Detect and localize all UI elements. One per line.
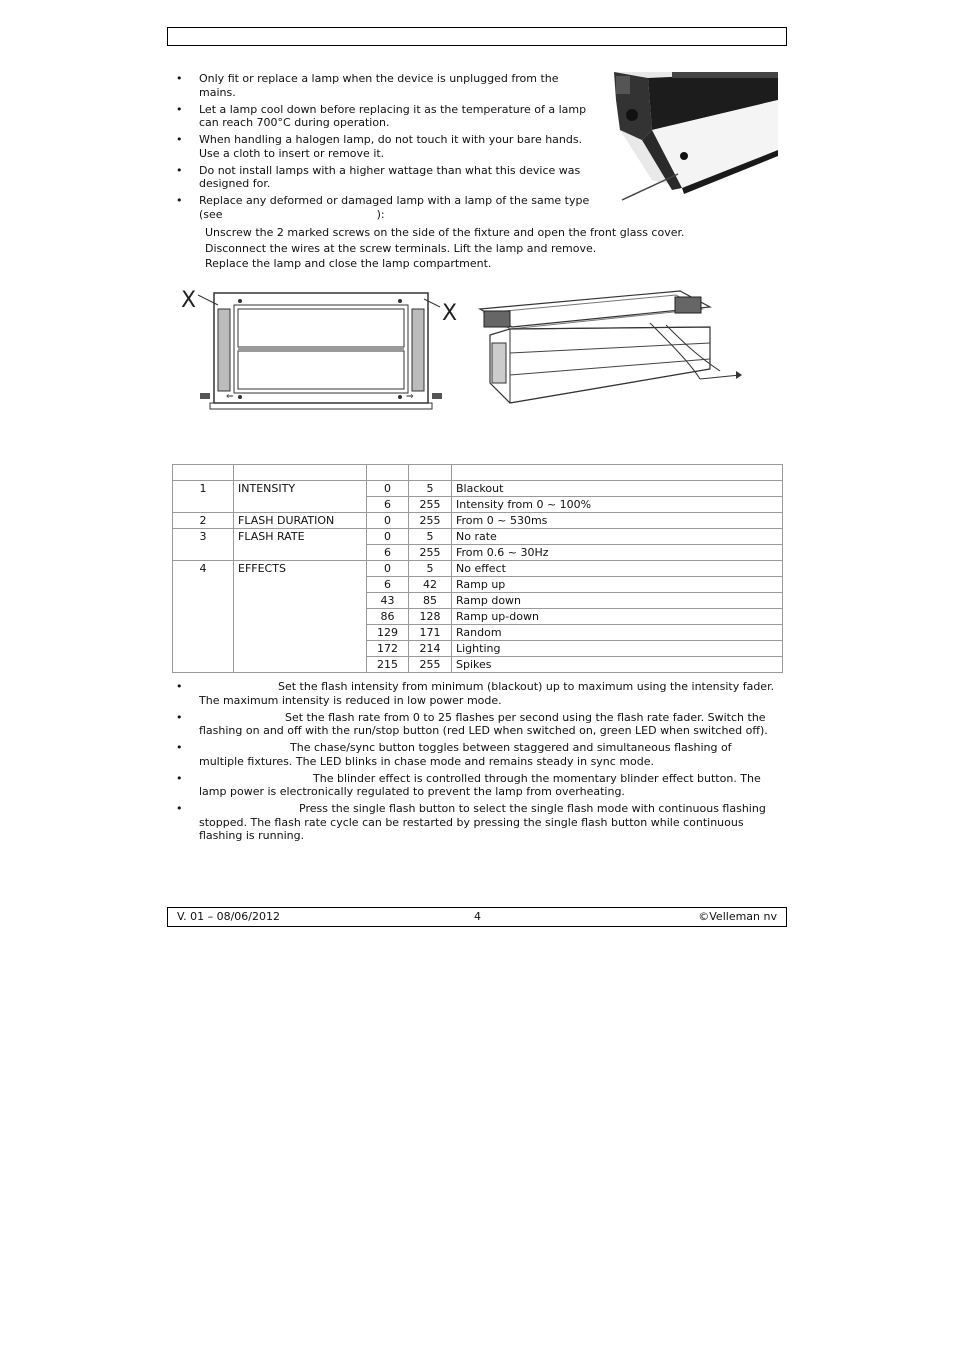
bullet-item — [176, 194, 596, 221]
to-cell: 85 — [409, 593, 452, 609]
copyright: ©Velleman nv — [698, 910, 777, 923]
function-item-blinder: • The blinder effect is controlled through the momentary blinder effect button. The lamp power is electronically regulated to prevent the lamp from overheating. — [176, 772, 776, 799]
bullet-item: • Only fit or replace a lamp when the device is unplugged from the mains. — [176, 72, 596, 99]
function-bullet-list — [176, 680, 776, 846]
channel-cell: 1 — [173, 481, 234, 513]
function-cell: INTENSITY — [234, 481, 367, 513]
bullet-item: • Let a lamp cool down before replacing it as the temperature of a lamp can reach 700°C during operation. — [176, 103, 596, 130]
function-cell: FLASH DURATION — [234, 513, 367, 529]
table-header-row — [173, 465, 783, 481]
to-cell: 214 — [409, 641, 452, 657]
replacement-steps — [205, 225, 685, 272]
to-cell: 5 — [409, 481, 452, 497]
step-item: Unscrew the 2 marked screws on the side of the fixture and open the front glass cover. — [205, 226, 685, 239]
to-cell: 255 — [409, 657, 452, 673]
to-cell: 255 — [409, 513, 452, 529]
description-cell: Spikes — [452, 657, 783, 673]
channel-cell: 2 — [173, 513, 234, 529]
function-item-flash-rate: • Set the flash rate from 0 to 25 flashes per second using the flash rate fader. Switch the flashing on and off with the run/stop button (red LED when switched on, green LED when switched off). — [176, 711, 776, 738]
description-cell: From 0 ~ 530ms — [452, 513, 783, 529]
from-cell: 0 — [367, 561, 409, 577]
function-cell: FLASH RATE — [234, 529, 367, 561]
to-cell: 128 — [409, 609, 452, 625]
to-cell: 255 — [409, 497, 452, 513]
page-number: 4 — [474, 910, 481, 923]
to-cell: 171 — [409, 625, 452, 641]
description-cell: Ramp up-down — [452, 609, 783, 625]
to-cell: 42 — [409, 577, 452, 593]
description-cell: Lighting — [452, 641, 783, 657]
from-cell: 43 — [367, 593, 409, 609]
function-item-single-flash: • Press the single flash button to select the single flash mode with continuous flashing stopped. The flash rate cycle can be restarted by pressing the single flash button while continuous flashing is running. — [176, 802, 776, 843]
bullet-text-start: Replace any deformed or damaged lamp with a lamp of the same type (see — [199, 194, 590, 221]
table-row — [173, 529, 783, 545]
fixture-open-diagram — [470, 283, 745, 415]
to-cell: 5 — [409, 561, 452, 577]
table-row — [173, 561, 783, 577]
channel-cell: 3 — [173, 529, 234, 561]
from-cell: 6 — [367, 577, 409, 593]
table-row — [173, 513, 783, 529]
fixture-front-diagram — [178, 285, 468, 413]
channel-cell: 4 — [173, 561, 234, 673]
function-cell: EFFECTS — [234, 561, 367, 673]
description-cell: Intensity from 0 ~ 100% — [452, 497, 783, 513]
x-mark-right: X — [442, 301, 458, 326]
description-cell: No effect — [452, 561, 783, 577]
bullet-item: • Do not install lamps with a higher wattage than what this device was designed for. — [176, 164, 596, 191]
page-footer — [167, 907, 787, 927]
from-cell: 129 — [367, 625, 409, 641]
from-cell: 6 — [367, 497, 409, 513]
safety-bullet-list — [176, 72, 596, 225]
to-cell: 255 — [409, 545, 452, 561]
table-row — [173, 481, 783, 497]
header-box — [167, 27, 787, 46]
description-cell: Random — [452, 625, 783, 641]
version-date: V. 01 – 08/06/2012 — [177, 910, 280, 923]
bullet-text-end: ): — [376, 207, 385, 221]
step-item: Replace the lamp and close the lamp compartment. — [205, 257, 492, 270]
to-cell: 5 — [409, 529, 452, 545]
description-cell: Ramp down — [452, 593, 783, 609]
svg-text:⇐: ⇐ — [226, 392, 234, 402]
description-cell: Blackout — [452, 481, 783, 497]
dmx-channel-table — [172, 464, 783, 673]
bullet-item: • When handling a halogen lamp, do not touch it with your bare hands. Use a cloth to insert or remove it. — [176, 133, 596, 160]
from-cell: 172 — [367, 641, 409, 657]
description-cell: No rate — [452, 529, 783, 545]
from-cell: 0 — [367, 481, 409, 497]
function-item-intensity: • Set the flash intensity from minimum (blackout) up to maximum using the intensity fader. The maximum intensity is reduced in low power mode. — [176, 680, 776, 707]
x-mark-left: X — [181, 288, 197, 313]
function-item-chase-sync: • The chase/sync button toggles between staggered and simultaneous flashing of multiple fixtures. The LED blinks in chase mode and remains steady in sync mode. — [176, 741, 776, 768]
from-cell: 0 — [367, 513, 409, 529]
step-item: Disconnect the wires at the screw terminals. Lift the lamp and remove. — [205, 241, 597, 255]
svg-text:⇒: ⇒ — [406, 392, 414, 402]
fixture-photo — [612, 70, 780, 202]
from-cell: 215 — [367, 657, 409, 673]
from-cell: 86 — [367, 609, 409, 625]
from-cell: 6 — [367, 545, 409, 561]
description-cell: Ramp up — [452, 577, 783, 593]
from-cell: 0 — [367, 529, 409, 545]
description-cell: From 0.6 ~ 30Hz — [452, 545, 783, 561]
